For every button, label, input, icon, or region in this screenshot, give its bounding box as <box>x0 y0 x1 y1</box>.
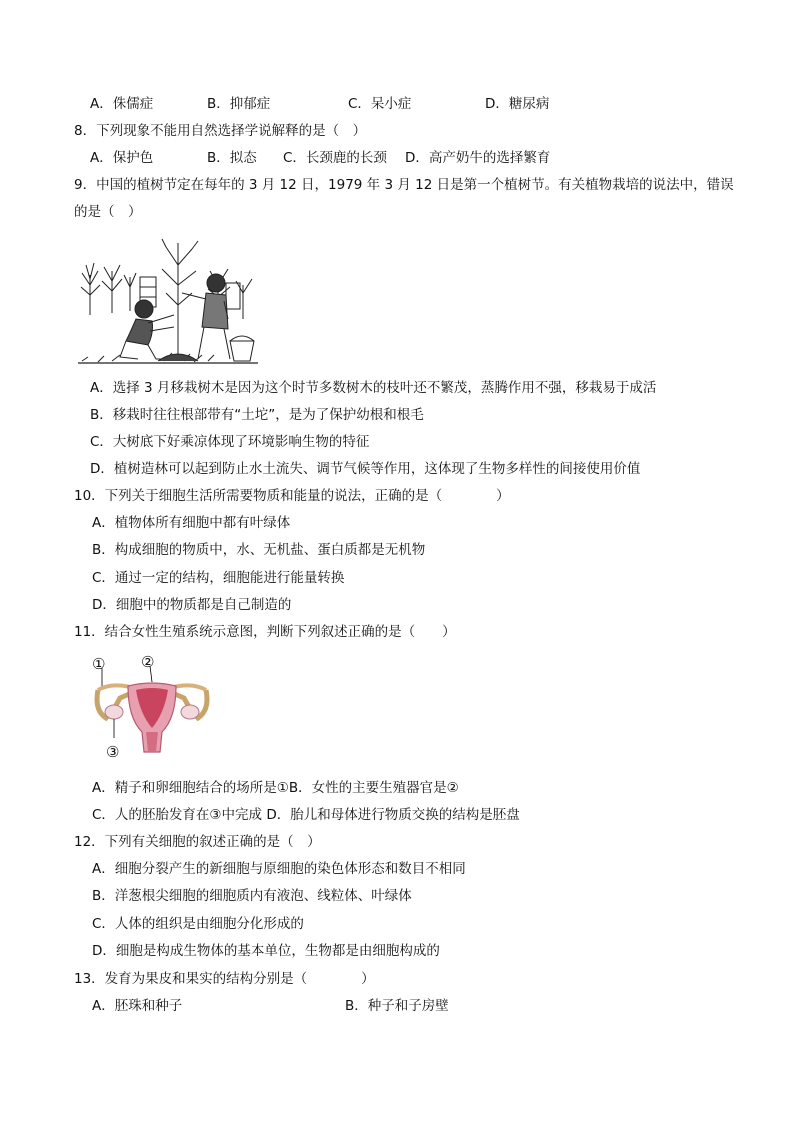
q7-option-a: A．侏儒症 <box>90 96 154 112</box>
q13-option-a: A．胚珠和种子 <box>92 998 183 1014</box>
q9-stem-line2: 的是（ ） <box>74 204 142 220</box>
q7-option-d: D．糖尿病 <box>485 96 550 112</box>
q8-option-b: B．拟态 <box>207 150 257 166</box>
q9-option-b: B．移栽时往往根部带有“土坨”，是为了保护幼根和根毛 <box>90 407 424 423</box>
q11-options-line2: C．人的胚胎发育在③中完成 D．胎儿和母体进行物质交换的结构是胚盘 <box>92 807 520 823</box>
q10-option-c: C．通过一定的结构，细胞能进行能量转换 <box>92 570 345 586</box>
diagram-label-2: ② <box>141 653 155 671</box>
q10-option-a: A．植物体所有细胞中都有叶绿体 <box>92 515 291 531</box>
q9-option-d: D．植树造林可以起到防止水土流失、调节气候等作用，这体现了生物多样性的间接使用价值 <box>90 461 641 477</box>
q12-option-d: D．细胞是构成生物体的基本单位，生物都是由细胞构成的 <box>92 943 440 959</box>
tree-planting-illustration <box>78 235 258 367</box>
q12-option-c: C．人体的组织是由细胞分化形成的 <box>92 916 304 932</box>
q7-option-c: C．呆小症 <box>348 96 412 112</box>
q13-option-b: B．种子和子房壁 <box>345 998 449 1014</box>
diagram-label-1: ① <box>92 655 106 673</box>
q9-option-c: C．大树底下好乘凉体现了环境影响生物的特征 <box>90 434 370 450</box>
diagram-label-3: ③ <box>106 743 120 761</box>
q12-stem: 12．下列有关细胞的叙述正确的是（ ） <box>74 834 321 850</box>
q7-option-b: B．抑郁症 <box>207 96 271 112</box>
q12-option-b: B．洋葱根尖细胞的细胞质内有液泡、线粒体、叶绿体 <box>92 888 412 904</box>
q10-stem: 10．下列关于细胞生活所需要物质和能量的说法，正确的是（ ） <box>74 488 510 504</box>
q8-option-c: C．长颈鹿的长颈 <box>283 150 387 166</box>
q8-option-a: A．保护色 <box>90 150 154 166</box>
q9-stem-line1: 9．中国的植树节定在每年的 3 月 12 日，1979 年 3 月 12 日是第一个植树节。有关植物栽培的说法中，错误 <box>74 177 734 193</box>
q13-stem: 13．发育为果皮和果实的结构分别是（ ） <box>74 971 375 987</box>
q10-option-b: B．构成细胞的物质中，水、无机盐、蛋白质都是无机物 <box>92 542 426 558</box>
q11-options-line1: A．精子和卵细胞结合的场所是①B．女性的主要生殖器官是② <box>92 780 459 796</box>
q12-option-a: A．细胞分裂产生的新细胞与原细胞的染色体形态和数目不相同 <box>92 861 466 877</box>
q8-option-d: D．高产奶牛的选择繁育 <box>405 150 551 166</box>
q8-stem: 8．下列现象不能用自然选择学说解释的是（ ） <box>74 123 367 139</box>
q9-option-a: A．选择 3 月移栽树木是因为这个时节多数树木的枝叶还不繁茂，蒸腾作用不强，移栽易于成活 <box>90 380 657 396</box>
q11-stem: 11．结合女性生殖系统示意图，判断下列叙述正确的是（ ） <box>74 624 456 640</box>
q10-option-d: D．细胞中的物质都是自己制造的 <box>92 597 292 613</box>
